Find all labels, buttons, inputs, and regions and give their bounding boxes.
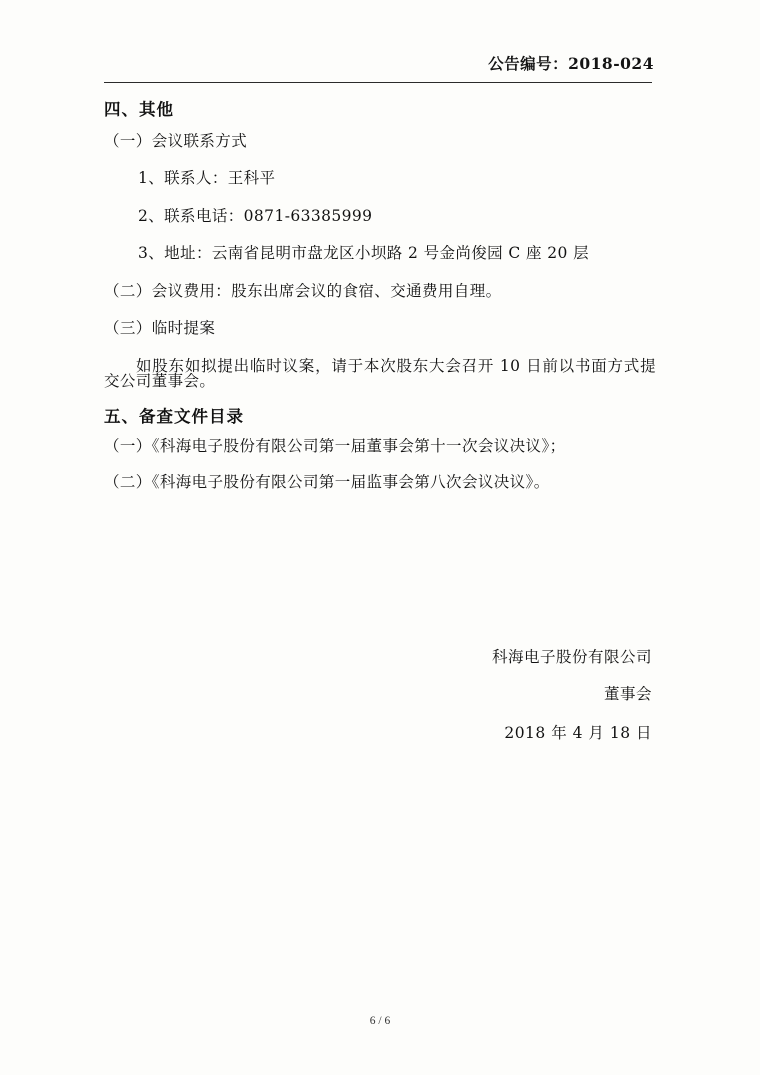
document-body: [104, 92, 656, 502]
paragraph-contact-address: 3、地址：云南省昆明市盘龙区小坝路 2 号金尚俊园 C 座 20 层: [138, 244, 589, 262]
reference-document-1: （一）《科海电子股份有限公司第一届董事会第十一次会议决议》；: [104, 437, 566, 455]
paragraph-meeting-expenses: （二）会议费用：股东出席会议的食宿、交通费用自理。: [104, 281, 502, 300]
header-divider: [104, 82, 652, 83]
paragraph-contact-phone: 2、联系电话：0871-63385999: [138, 206, 373, 225]
signature-date: 2018 年 4 月 18 日: [504, 724, 652, 742]
signature-company: 科海电子股份有限公司: [491, 648, 652, 666]
paragraph-interim-proposal-title: （三）临时提案: [104, 319, 216, 337]
section-heading-5: 五、备查文件目录: [104, 406, 244, 426]
reference-document-2: （二）《科海电子股份有限公司第一届监事会第八次会议决议》。: [104, 472, 550, 491]
section-heading-4: 四、其他: [104, 100, 174, 119]
signature-board: 董事会: [603, 685, 652, 703]
announcement-number: 公告编号：2018-024: [488, 54, 654, 73]
page-number: 6 / 6: [369, 1015, 391, 1027]
paragraph-contact-method: （一）会议联系方式: [104, 131, 248, 150]
paragraph-interim-proposal-body: 如股东如拟提出临时议案，请于本次股东大会召开 10 日前以书面方式提交公司董事会。: [104, 356, 656, 390]
paragraph-contact-person: 1、联系人：王科平: [138, 169, 276, 187]
